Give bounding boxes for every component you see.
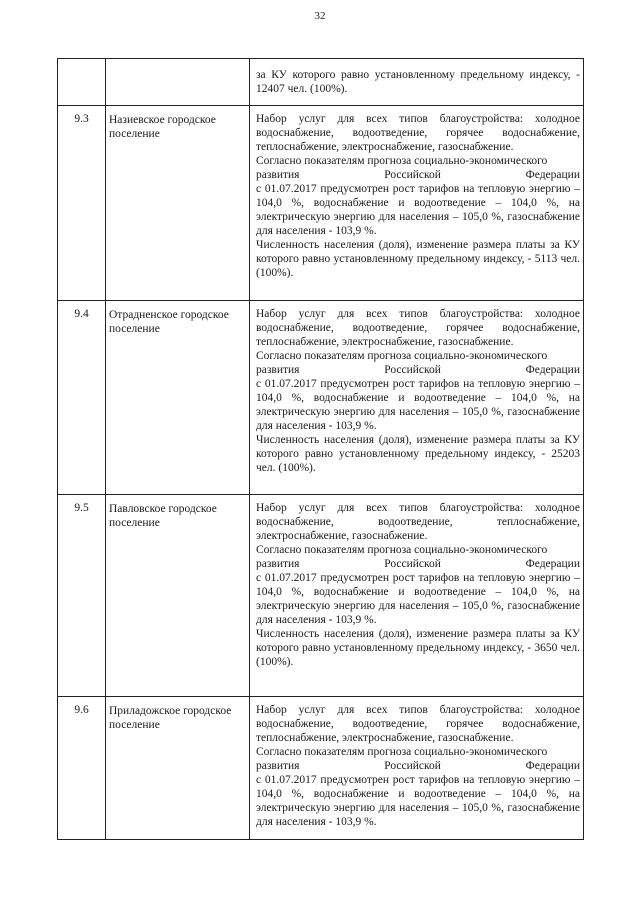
forecast-spread-line bbox=[256, 557, 580, 571]
forecast-word: развития bbox=[256, 169, 300, 181]
row-number: 9.3 bbox=[58, 106, 106, 300]
population-text: Численность населения (доля), изменение размера платы за КУ которого равно установленному предельному индексу, - 25203 чел. (100%). bbox=[256, 434, 580, 474]
forecast-word: Российской bbox=[384, 364, 441, 376]
table-row bbox=[58, 59, 584, 106]
row-number: 9.4 bbox=[58, 301, 106, 494]
table-row bbox=[58, 495, 584, 697]
forecast-word: Российской bbox=[384, 169, 441, 181]
row-text bbox=[250, 59, 584, 105]
tariff-table bbox=[57, 58, 584, 840]
forecast-body: с 01.07.2017 предусмотрен рост тарифов на тепловую энергию – 104,0 %, водоснабжение и водоотведение – 104,0 %, на электрическую энергию для населения – 105,0 %, газоснабжение для населения - 103,9 %. bbox=[256, 183, 580, 237]
forecast-word: развития bbox=[256, 364, 300, 376]
table-row bbox=[58, 301, 584, 495]
settlement-name: Павловское городское поселение bbox=[106, 495, 250, 696]
population-text: Численность населения (доля), изменение размера платы за КУ которого равно установленному предельному индексу, - 5113 чел. (100%). bbox=[256, 239, 580, 279]
row-number: 9.5 bbox=[58, 495, 106, 696]
forecast-word: Российской bbox=[384, 558, 441, 570]
forecast-body: с 01.07.2017 предусмотрен рост тарифов на тепловую энергию – 104,0 %, водоснабжение и водоотведение – 104,0 %, на электрическую энергию для населения – 105,0 %, газоснабжение для населения - 103,9 %. bbox=[256, 774, 580, 828]
row-number: 9.6 bbox=[58, 697, 106, 839]
row-number bbox=[58, 59, 106, 105]
settlement-name: Приладожское городское поселение bbox=[106, 697, 250, 839]
forecast-word: Российской bbox=[384, 760, 441, 772]
forecast-word: Федерации bbox=[525, 364, 580, 376]
services-text: Набор услуг для всех типов благоустройства: холодное водоснабжение, водоотведение, теплоснабжение, электроснабжение, газоснабжение. bbox=[256, 502, 580, 542]
forecast-spread-line bbox=[256, 168, 580, 182]
forecast-word: Федерации bbox=[525, 558, 580, 570]
forecast-word: развития bbox=[256, 760, 300, 772]
services-text: Набор услуг для всех типов благоустройства: холодное водоснабжение, водоотведение, горячее водоснабжение, теплоснабжение, электроснабжение, газоснабжение. bbox=[256, 308, 580, 348]
settlement-name bbox=[106, 59, 250, 105]
services-text: Набор услуг для всех типов благоустройства: холодное водоснабжение, водоотведение, горячее водоснабжение, теплоснабжение, электроснабжение, газоснабжение. bbox=[256, 704, 580, 744]
forecast-body: с 01.07.2017 предусмотрен рост тарифов на тепловую энергию – 104,0 %, водоснабжение и водоотведение – 104,0 %, на электрическую энергию для населения – 105,0 %, газоснабжение для населения - 103,9 %. bbox=[256, 572, 580, 626]
forecast-intro: Согласно показателям прогноза социально-экономического bbox=[256, 746, 548, 758]
row-text bbox=[250, 495, 584, 696]
settlement-name: Отрадненское городское поселение bbox=[106, 301, 250, 494]
population-text: за КУ которого равно установленному предельному индексу, - 12407 чел. (100%). bbox=[256, 69, 580, 95]
forecast-intro: Согласно показателям прогноза социально-экономического bbox=[256, 350, 548, 362]
forecast-intro: Согласно показателям прогноза социально-экономического bbox=[256, 155, 548, 167]
forecast-word: Федерации bbox=[525, 169, 580, 181]
forecast-spread-line bbox=[256, 363, 580, 377]
settlement-name: Назиевское городское поселение bbox=[106, 106, 250, 300]
table-row bbox=[58, 697, 584, 840]
population-text: Численность населения (доля), изменение размера платы за КУ которого равно установленному предельному индексу, - 3650 чел. (100%). bbox=[256, 628, 580, 668]
forecast-word: Федерации bbox=[525, 760, 580, 772]
services-text: Набор услуг для всех типов благоустройства: холодное водоснабжение, водоотведение, горячее водоснабжение, теплоснабжение, электроснабжение, газоснабжение. bbox=[256, 113, 580, 153]
forecast-intro: Согласно показателям прогноза социально-экономического bbox=[256, 544, 548, 556]
table-row bbox=[58, 106, 584, 301]
page-number: 32 bbox=[314, 10, 326, 22]
forecast-word: развития bbox=[256, 558, 300, 570]
row-text bbox=[250, 697, 584, 839]
row-text bbox=[250, 106, 584, 300]
row-text bbox=[250, 301, 584, 494]
forecast-spread-line bbox=[256, 759, 580, 773]
forecast-body: с 01.07.2017 предусмотрен рост тарифов на тепловую энергию – 104,0 %, водоснабжение и водоотведение – 104,0 %, на электрическую энергию для населения – 105,0 %, газоснабжение для населения - 103,9 %. bbox=[256, 378, 580, 432]
